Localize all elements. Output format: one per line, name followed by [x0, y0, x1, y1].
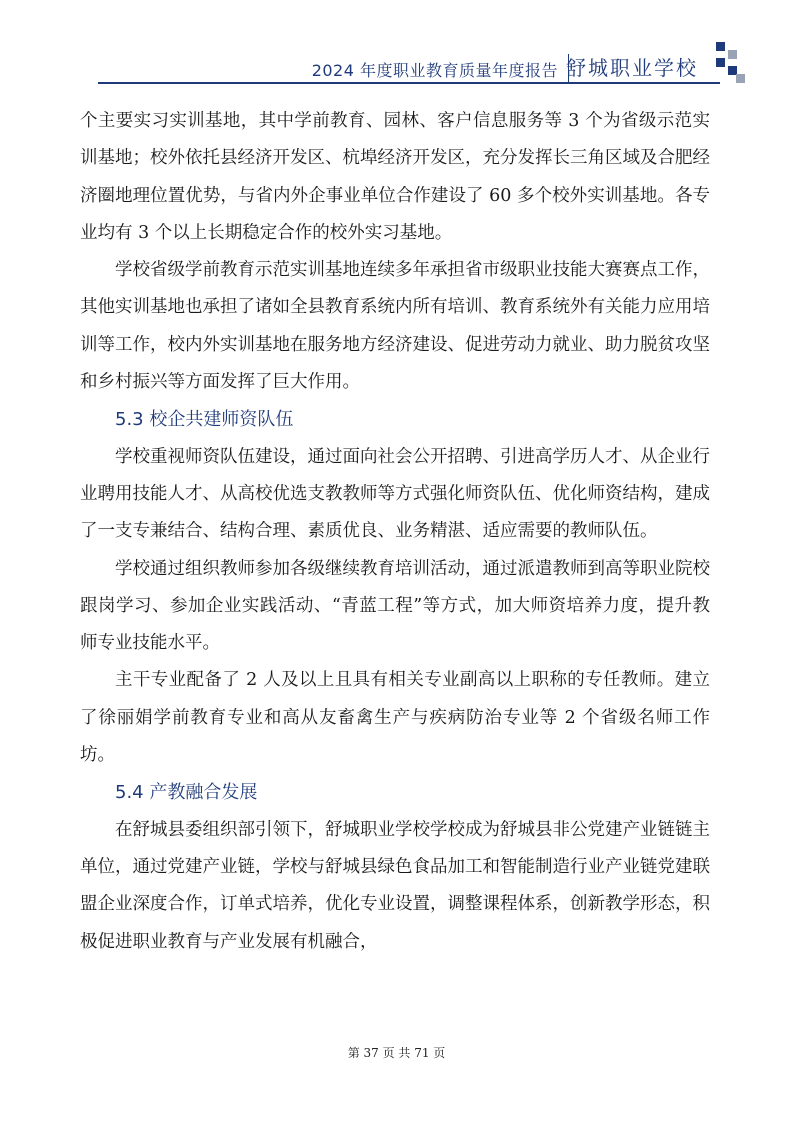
section-heading-5-4: 5.4 产教融合发展	[115, 782, 258, 804]
paragraph: 学校通过组织教师参加各级继续教育培训活动，通过派遣教师到高等职业院校跟岗学习、参加企业实践活动、“青蓝工程”等方式，加大师资培养力度，提升教师专业技能水平。	[80, 558, 710, 654]
paragraph: 主干专业配备了 2 人及以上且具有相关专业副高以上职称的专任教师。建立了徐丽娟学前教育专业和高从友畜禽生产与疾病防治专业等 2 个省级名师工作坊。	[80, 670, 710, 766]
report-title: 2024 年度职业教育质量年度报告	[311, 61, 558, 80]
paragraph: 学校省级学前教育示范实训基地连续多年承担省市级职业技能大赛赛点工作，其他实训基地也承担了诸如全县教育系统内所有培训、教育系统外有关能力应用培训等工作，校内外实训基地在服务地方经济建设、促进劳动力就业、助力脱贫攻坚和乡村振兴等方面发挥了巨大作用。	[80, 260, 710, 393]
section-heading-5-3: 5.3 校企共建师资队伍	[115, 409, 294, 431]
paragraph: 学校重视师资队伍建设，通过面向社会公开招聘、引进高学历人才、从企业行业聘用技能人才、从高校优选支教教师等方式强化师资队伍、优化师资结构，建成了一支专兼结合、结构合理、素质优良、业务精湛、适应需要的教师队伍。	[80, 446, 710, 542]
school-name: 舒城职业学校	[566, 56, 698, 80]
header-rule	[98, 82, 720, 84]
paragraph: 个主要实习实训基地，其中学前教育、园林、客户信息服务等 3 个为省级示范实训基地；校外依托县经济开发区、杭埠经济开发区，充分发挥长三角区域及合肥经济圈地理位置优势，与省内外企事业单位合作建设了 60 多个校外实训基地。各专业均有 3 个以上长期稳定合作的校外实习基地。	[80, 111, 710, 243]
page-number: 第 37 页 共 71 页	[347, 1046, 446, 1060]
page-header	[98, 48, 718, 88]
page-content	[80, 103, 710, 961]
paragraph: 在舒城县委组织部引领下，舒城职业学校学校成为舒城县非公党建产业链链主单位，通过党建产业链，学校与舒城县绿色食品加工和智能制造行业产业链党建联盟企业深度合作，订单式培养，优化专业设置，调整课程体系，创新教学形态，积极促进职业教育与产业发展有机融合，	[80, 819, 710, 952]
decorative-squares-icon	[712, 40, 746, 84]
